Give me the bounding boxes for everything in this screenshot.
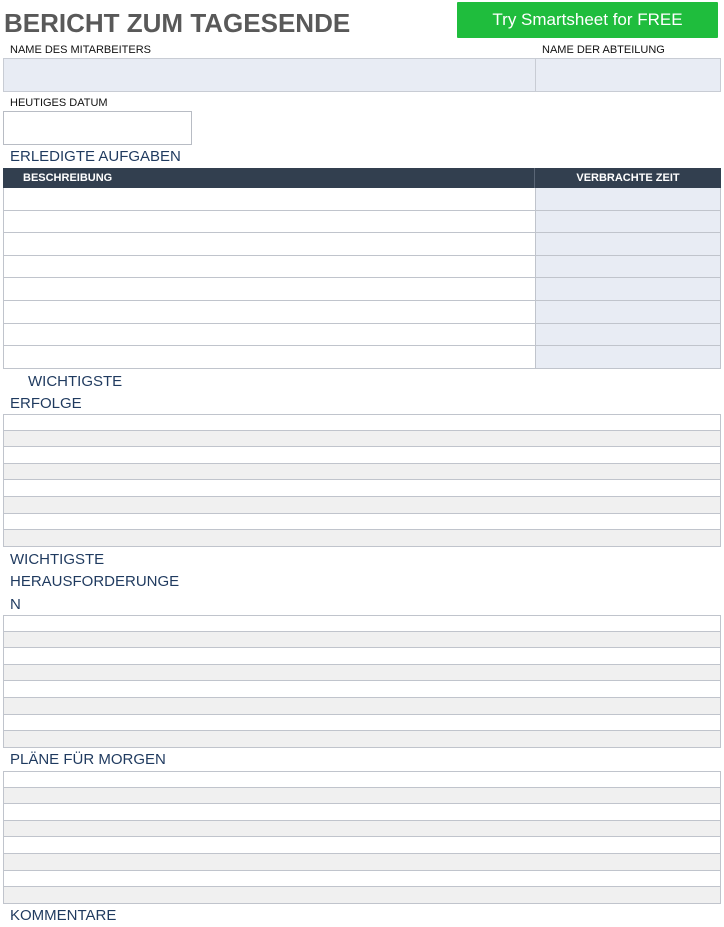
task-row [3,324,721,347]
tasks-table-header [3,168,721,188]
task-description-cell[interactable] [4,324,536,346]
task-row [3,278,721,301]
department-name-field[interactable] [535,58,721,92]
task-description-cell[interactable] [4,256,536,278]
task-row [3,346,721,369]
plan-line[interactable] [3,887,721,904]
task-time-cell[interactable] [536,233,720,255]
col-description-header: BESCHREIBUNG [23,172,113,184]
challenge-line[interactable] [3,632,721,649]
task-row [3,211,721,234]
col-time-header: VERBRACHTE ZEIT [576,172,680,184]
plan-line[interactable] [3,871,721,888]
success-line[interactable] [3,514,721,531]
success-line[interactable] [3,447,721,464]
challenge-line[interactable] [3,648,721,665]
plans-heading: PLÄNE FÜR MORGEN [10,751,166,768]
task-description-cell[interactable] [4,346,536,368]
success-line[interactable] [3,414,721,431]
task-row [3,301,721,324]
plan-line[interactable] [3,804,721,821]
task-time-cell[interactable] [536,278,720,300]
challenge-line[interactable] [3,665,721,682]
page-title: BERICHT ZUM TAGESENDE [4,8,351,38]
task-time-cell[interactable] [536,324,720,346]
employee-name-field[interactable] [3,58,536,92]
plan-line[interactable] [3,837,721,854]
task-time-cell[interactable] [536,188,720,210]
task-row [3,256,721,279]
task-description-cell[interactable] [4,278,536,300]
success-line[interactable] [3,497,721,514]
try-smartsheet-button[interactable]: Try Smartsheet for FREE [457,2,718,38]
department-name-label: NAME DER ABTEILUNG [542,44,665,56]
task-time-cell[interactable] [536,211,720,233]
task-description-cell[interactable] [4,211,536,233]
challenge-line[interactable] [3,715,721,732]
comments-heading: KOMMENTARE [10,907,117,924]
date-field[interactable] [3,111,192,145]
challenge-line[interactable] [3,698,721,715]
plan-line[interactable] [3,821,721,838]
success-line[interactable] [3,464,721,481]
challenges-heading-line2: HERAUSFORDERUNGE [10,573,180,590]
successes-heading-line1: WICHTIGSTE [28,373,123,390]
challenge-line[interactable] [3,615,721,632]
success-line[interactable] [3,480,721,497]
success-line[interactable] [3,431,721,448]
task-time-cell[interactable] [536,301,720,323]
task-description-cell[interactable] [4,188,536,210]
task-row [3,188,721,211]
task-row [3,233,721,256]
employee-name-label: NAME DES MITARBEITERS [10,44,151,56]
task-description-cell[interactable] [4,233,536,255]
challenges-heading-line1: WICHTIGSTE [10,551,105,568]
task-time-cell[interactable] [536,256,720,278]
plan-line[interactable] [3,771,721,788]
plan-line[interactable] [3,854,721,871]
challenge-line[interactable] [3,681,721,698]
tasks-heading: ERLEDIGTE AUFGABEN [10,148,181,165]
task-time-cell[interactable] [536,346,720,368]
successes-heading-line2: ERFOLGE [10,395,82,412]
success-line[interactable] [3,530,721,547]
challenge-line[interactable] [3,731,721,748]
date-label: HEUTIGES DATUM [10,97,108,109]
plan-line[interactable] [3,788,721,805]
challenges-heading-line3: N [10,596,21,613]
task-description-cell[interactable] [4,301,536,323]
